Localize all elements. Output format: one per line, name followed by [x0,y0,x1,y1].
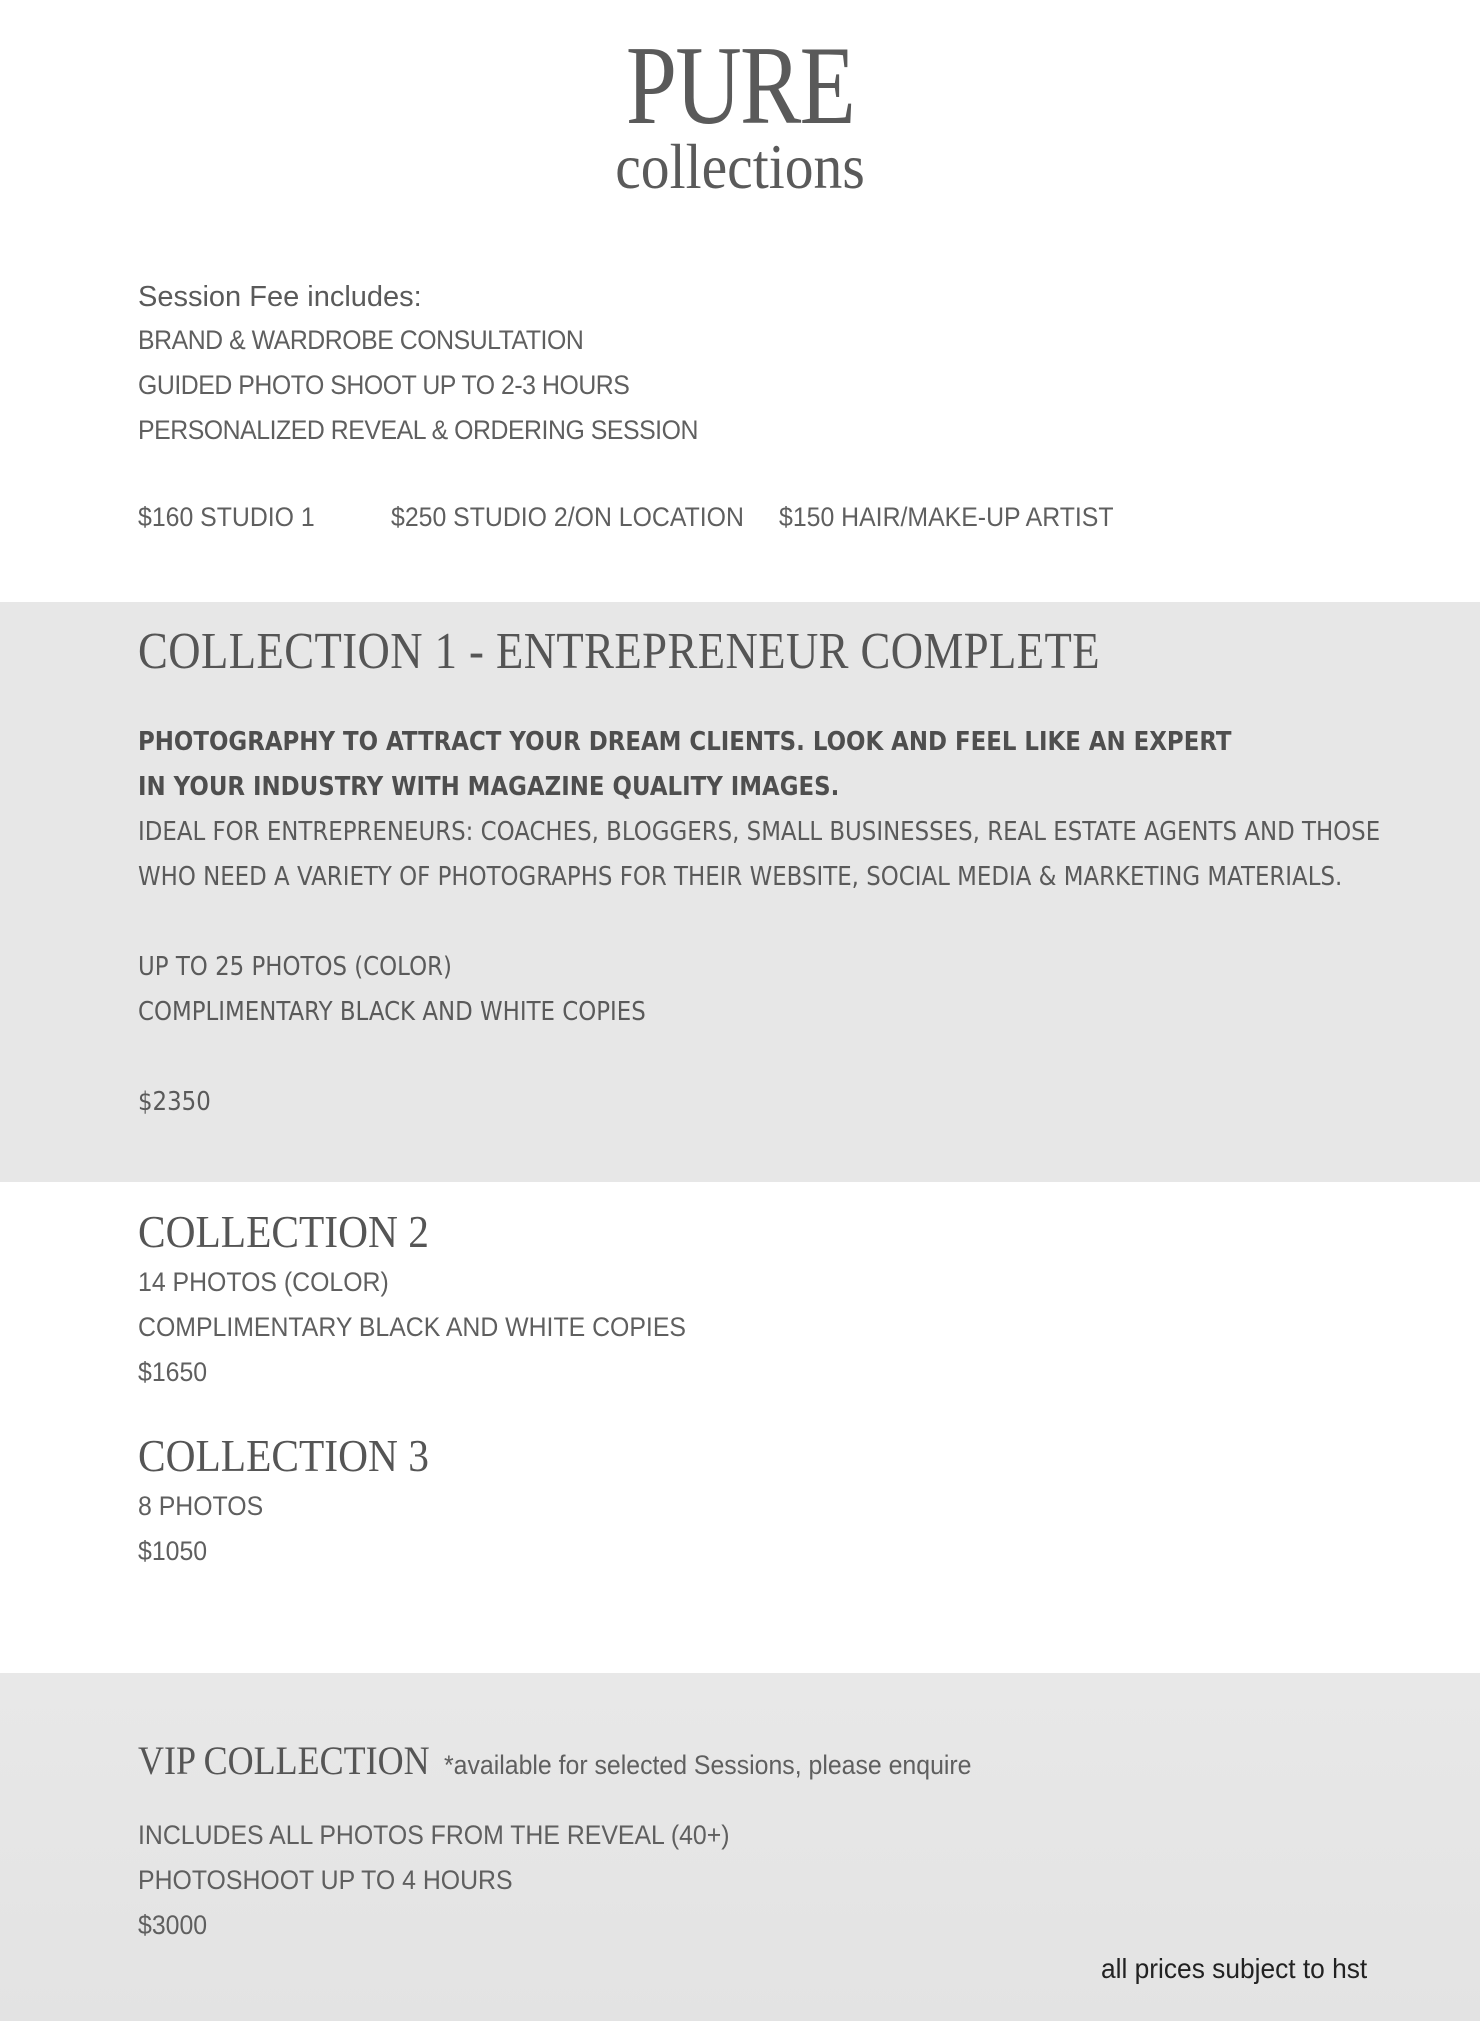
vip-lines [138,1813,781,1948]
collection-1-section [0,602,1480,1182]
vip-line: PHOTOSHOOT UP TO 4 HOURS [138,1865,513,1895]
collection-1-tagline: PHOTOGRAPHY TO ATTRACT YOUR DREAM CLIENTS. LOOK AND FEEL LIKE AN EXPERT [138,727,1232,757]
logo [0,24,1480,202]
vip-price: $3000 [138,1910,208,1940]
collection-1-tagline: IN YOUR INDUSTRY WITH MAGAZINE QUALITY IMAGES. [138,772,840,802]
collection-1-include: UP TO 25 PHOTOS (COLOR) [138,952,452,982]
collection-1-description: IDEAL FOR ENTREPRENEURS: COACHES, BLOGGERS, SMALL BUSINESSES, REAL ESTATE AGENTS AND THOSE [138,817,1381,847]
session-fee-section [138,276,747,453]
tax-note: all prices subject to hst [1100,1953,1367,1984]
session-fee-heading: Session Fee includes: [138,281,422,313]
collection-3-price: $1050 [138,1536,208,1566]
fee-hair-makeup: $150 HAIR/MAKE-UP ARTIST [779,502,1114,532]
session-item: PERSONALIZED REVEAL & ORDERING SESSION [138,415,698,445]
collection-3-title: COLLECTION 3 [138,1430,429,1481]
collection-3-line: 8 PHOTOS [138,1491,264,1521]
collection-2-title: COLLECTION 2 [138,1206,429,1257]
collection-2-price: $1650 [138,1357,208,1387]
vip-title: VIP COLLECTION [138,1738,430,1783]
collection-3-section [138,1428,461,1574]
collection-1-price: $2350 [138,1087,211,1117]
logo-subtitle: collections [615,131,865,202]
collection-2-line: COMPLIMENTARY BLACK AND WHITE COPIES [138,1312,686,1342]
session-item: BRAND & WARDROBE CONSULTATION [138,325,584,355]
collection-1-body [138,720,1480,1125]
session-fee-list [138,318,747,453]
vip-line: INCLUDES ALL PHOTOS FROM THE REVEAL (40+) [138,1820,730,1850]
vip-note: *available for selected Sessions, please enquire [444,1750,972,1780]
fee-studio-2: $250 STUDIO 2/ON LOCATION [391,502,744,532]
vip-heading [138,1737,1017,1784]
fee-studio-1: $160 STUDIO 1 [138,502,315,532]
collection-1-title: COLLECTION 1 - ENTREPRENEUR COMPLETE [138,623,1101,680]
logo-title: PURE [625,24,855,148]
session-item: GUIDED PHOTO SHOOT UP TO 2-3 HOURS [138,370,630,400]
collection-1-include: COMPLIMENTARY BLACK AND WHITE COPIES [138,997,646,1027]
collection-1-description: WHO NEED A VARIETY OF PHOTOGRAPHS FOR THEIR WEBSITE, SOCIAL MEDIA & MARKETING MATERIALS. [138,862,1343,892]
collection-2-line: 14 PHOTOS (COLOR) [138,1267,389,1297]
collection-2-section [138,1204,734,1395]
